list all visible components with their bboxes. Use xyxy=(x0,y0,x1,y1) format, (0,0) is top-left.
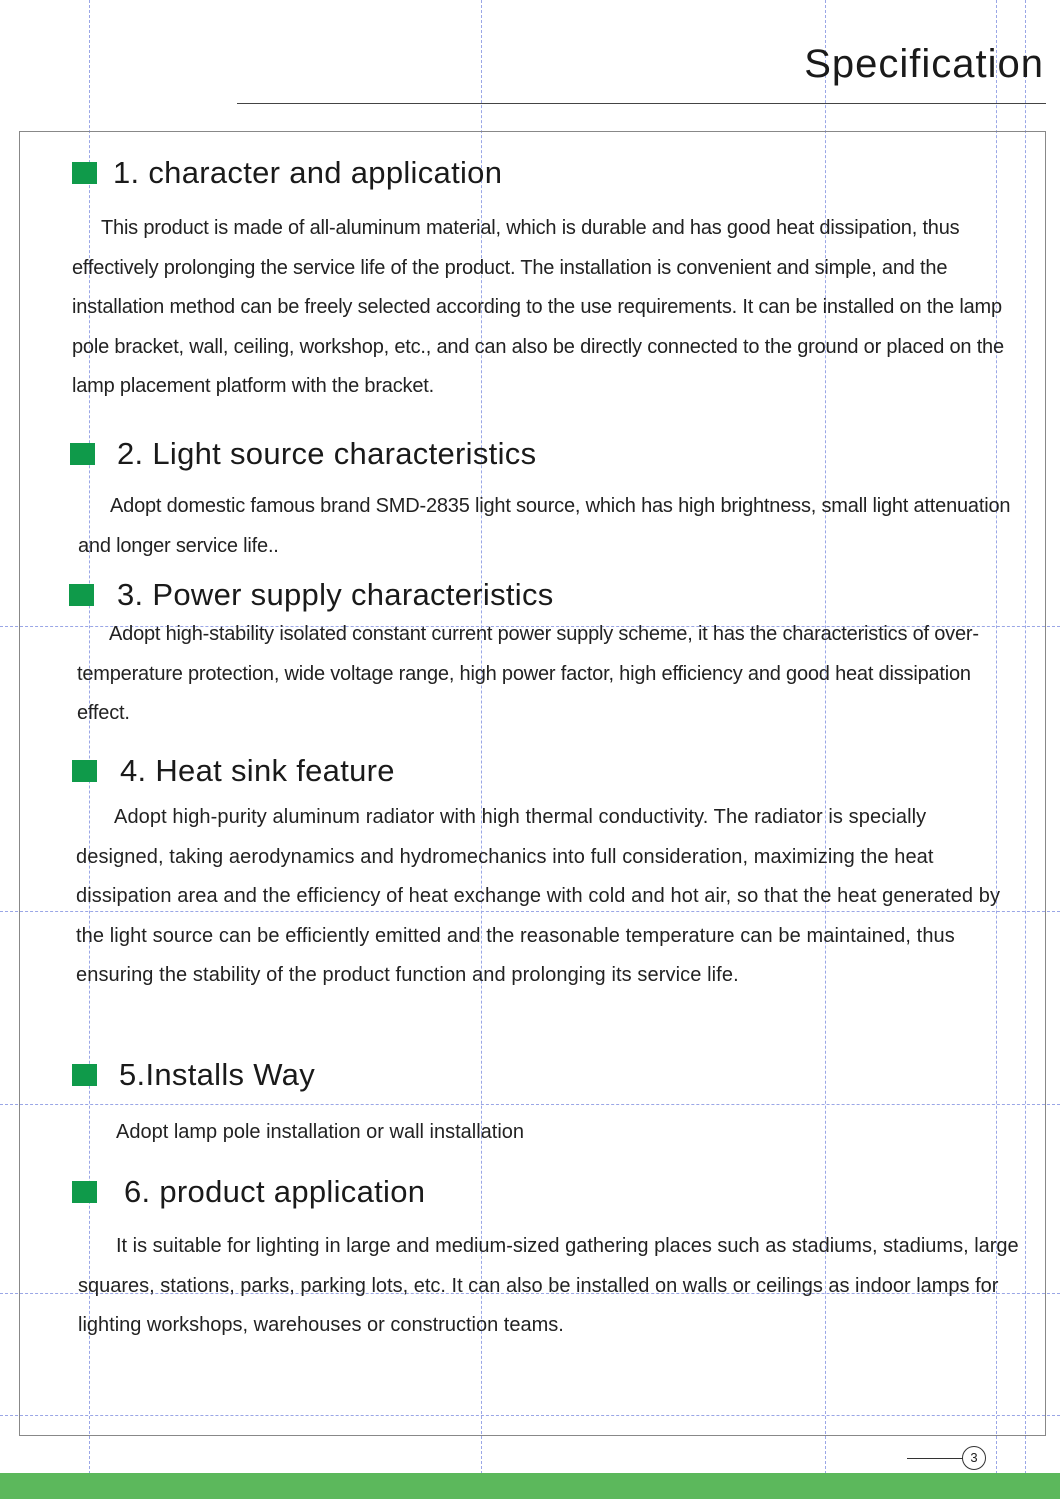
section-body: Adopt lamp pole installation or wall installation xyxy=(116,1121,525,1143)
section-heading: 3. Power supply characteristics xyxy=(117,577,554,612)
section-body: Adopt domestic famous brand SMD-2835 light source, which has high brightness, small light attenuation and longer service life.. xyxy=(78,495,1011,557)
section-header xyxy=(72,1057,1032,1093)
section-header xyxy=(72,155,1032,191)
section-heading: 4. Heat sink feature xyxy=(120,753,395,788)
footer-bar xyxy=(0,1473,1060,1499)
section-heading: 6. product application xyxy=(124,1174,426,1209)
square-bullet-icon xyxy=(72,1181,97,1203)
section-heading: 2. Light source characteristics xyxy=(117,436,537,471)
section-heading: 5.Installs Way xyxy=(119,1057,315,1092)
section-body: Adopt high-purity aluminum radiator with high thermal conductivity. The radiator is specially designed, taking aerodynamics and hydromechanics into full consideration, maximizing the heat dissipation area and the efficiency of heat exchange with cold and hot air, so that the heat generated by the light source can be efficiently emitted and the reasonable temperature can be maintained, thus ensuring the stability of the product function and prolonging its service life. xyxy=(76,806,1001,986)
section-body: This product is made of all-aluminum material, which is durable and has good heat dissipation, thus effectively prolonging the service life of the product. The installation is convenient and simple, and the installation method can be freely selected according to the use requirements. It can be installed on the lamp pole bracket, wall, ceiling, workshop, etc., and can also be directly connected to the ground or placed on the lamp placement platform with the bracket. xyxy=(72,217,1004,397)
section-header xyxy=(69,577,1029,613)
section-installs-way xyxy=(72,1057,1032,1153)
section-body: It is suitable for lighting in large and medium-sized gathering places such as stadiums, stadiums, large squares, stations, parks, parking lots, etc. It can also be installed on walls or ceilings as indoor lamps for lighting workshops, warehouses or construction teams. xyxy=(78,1235,1019,1336)
square-bullet-icon xyxy=(72,760,97,782)
section-heading: 1. character and application xyxy=(113,155,503,190)
section-header xyxy=(72,753,1032,789)
square-bullet-icon xyxy=(69,584,94,606)
page-title: Specification xyxy=(804,42,1044,86)
section-power-supply xyxy=(69,577,1029,734)
page-number-line xyxy=(907,1458,963,1459)
section-header xyxy=(70,436,1030,472)
square-bullet-icon xyxy=(70,443,95,465)
section-header xyxy=(72,1174,1032,1210)
square-bullet-icon xyxy=(72,162,97,184)
section-light-source xyxy=(70,436,1030,566)
title-divider xyxy=(237,103,1046,104)
section-heat-sink xyxy=(72,753,1032,996)
square-bullet-icon xyxy=(72,1064,97,1086)
section-character-application xyxy=(72,155,1032,407)
section-product-application xyxy=(72,1174,1032,1346)
section-body: Adopt high-stability isolated constant current power supply scheme, it has the characteristics of over-temperature protection, wide voltage range, high power factor, high efficiency and good heat dissipation effect. xyxy=(77,623,979,724)
page-number: 3 xyxy=(962,1446,986,1470)
